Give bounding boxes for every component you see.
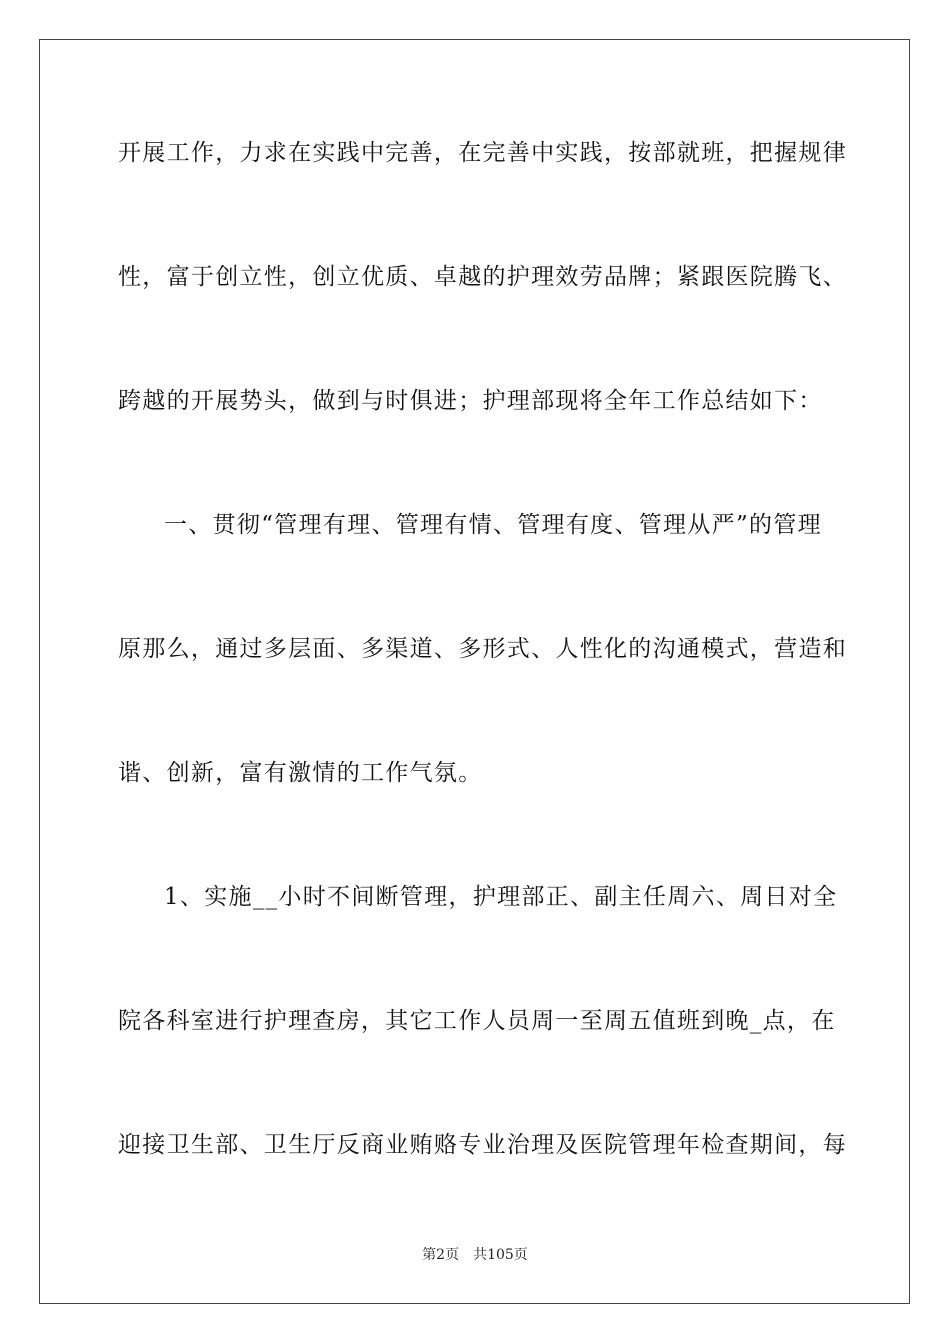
page-number: 第2页 共105页 (422, 1247, 528, 1263)
page-frame (39, 39, 910, 1304)
text-line: 性，富于创立性，创立优质、卓越的护理效劳品牌；紧跟医院腾飞、 (118, 264, 847, 290)
text-line: 院各科室进行护理查房，其它工作人员周一至周五值班到晚_点，在 (118, 1008, 836, 1034)
text-line: 跨越的开展势头，做到与时俱进；护理部现将全年工作总结如下： (118, 388, 823, 414)
text-line: 迎接卫生部、卫生厅反商业贿赂专业治理及医院管理年检查期间，每 (118, 1132, 847, 1158)
page-footer (0, 1246, 950, 1264)
text-line: 开展工作，力求在实践中完善，在完善中实践，按部就班，把握规律 (118, 140, 847, 166)
text-line: 谐、创新，富有激情的工作气氛。 (118, 760, 483, 786)
text-line: 一、贯彻“管理有理、管理有情、管理有度、管理从严”的管理 (164, 512, 822, 538)
text-line: 1、实施__小时不间断管理，护理部正、副主任周六、周日对全 (164, 884, 838, 910)
text-line: 原那么，通过多层面、多渠道、多形式、人性化的沟通模式，营造和 (118, 636, 847, 662)
